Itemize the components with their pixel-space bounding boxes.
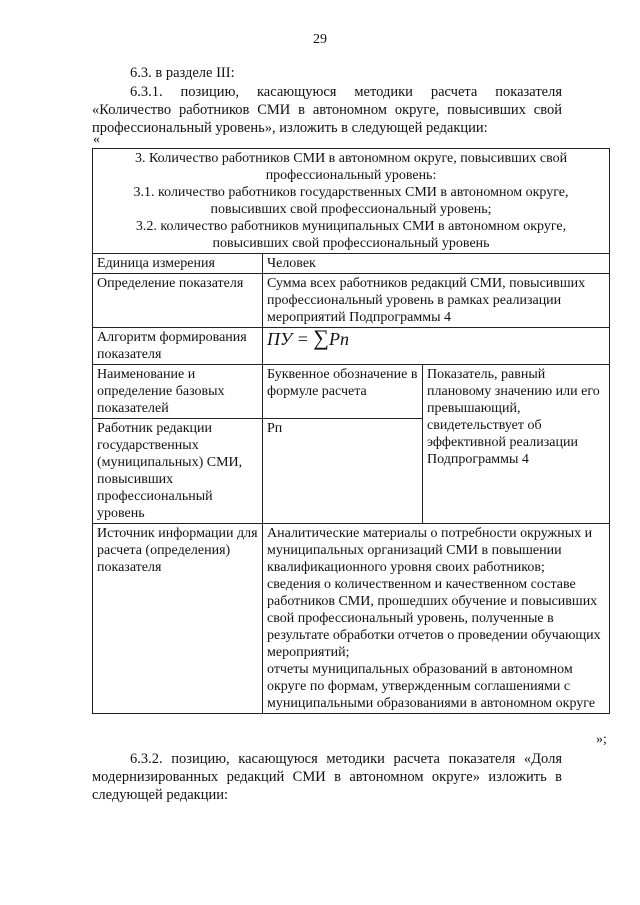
header-line-3: 3.2. количество работников муниципальных СМИ в автономном округе, повысивших свой профессиональный уровень — [135, 219, 567, 251]
opening-quote: « — [93, 132, 100, 147]
algorithm-label: Алгоритм формирования показателя — [93, 328, 263, 365]
source-value — [263, 524, 610, 714]
sigma-symbol: ∑ — [313, 325, 329, 350]
worker-label: Работник редакции государственных (муниципальных) СМИ, повысивших профессиональный уровень — [93, 419, 263, 524]
unit-label: Единица измерения — [93, 254, 263, 274]
header-line-2: 3.1. количество работников государственных СМИ в автономном округе, повысивших свой профессиональный уровень; — [133, 185, 569, 217]
table-header — [93, 149, 610, 254]
formula-left: ПУ = — [267, 329, 309, 349]
unit-value: Человек — [263, 254, 610, 274]
base-label: Наименование и определение базовых показателей — [93, 365, 263, 419]
definition-label: Определение показателя — [93, 274, 263, 328]
worker-symbol: Рп — [263, 419, 423, 524]
source-item-2: сведения о количественном и качественном составе работников СМИ, прошедших обучение и повысивших свой профессиональный уровень, полученные в результате обработки отчетов о проведении обучающих мероприятий; — [267, 577, 601, 660]
note-cell: Показатель, равный плановому значению или его превышающий, свидетельствует об эффективной реализации Подпрограммы 4 — [423, 365, 610, 524]
source-label: Источник информации для расчета (определения) показателя — [93, 524, 263, 714]
formula-right: Pn — [328, 329, 349, 349]
header-line-1: 3. Количество работников СМИ в автономном округе, повысивших свой профессиональный уровень: — [134, 151, 568, 183]
definition-value: Сумма всех работников редакций СМИ, повысивших профессиональный уровень в рамках реализации мероприятий Подпрограммы 4 — [263, 274, 610, 328]
indicator-table — [92, 148, 610, 714]
closing-quote: »; — [596, 732, 607, 747]
section-heading: 6.3. в разделе III: — [130, 65, 235, 81]
page-number: 29 — [313, 32, 327, 47]
formula — [263, 325, 610, 365]
source-item-1: Аналитические материалы о потребности окружных и муниципальных организаций СМИ в повышении квалификационного уровня своих работников; — [267, 526, 593, 575]
source-item-3: отчеты муниципальных образований в автономном округе по формам, утвержденным соглашениями с муниципальными образованиями в автономном округе — [267, 662, 596, 711]
symbol-label: Буквенное обозначение в формуле расчета — [263, 365, 423, 419]
intro-paragraph: 6.3.1. позицию, касающуюся методики расчета показателя «Количество работников СМИ в автономном округе, повысивших свой профессиональный уровень», изложить в следующей редакции: — [92, 84, 562, 136]
next-paragraph: 6.3.2. позицию, касающуюся методики расчета показателя «Доля модернизированных редакций СМИ в автономном округе» изложить в следующей редакции: — [92, 751, 562, 803]
